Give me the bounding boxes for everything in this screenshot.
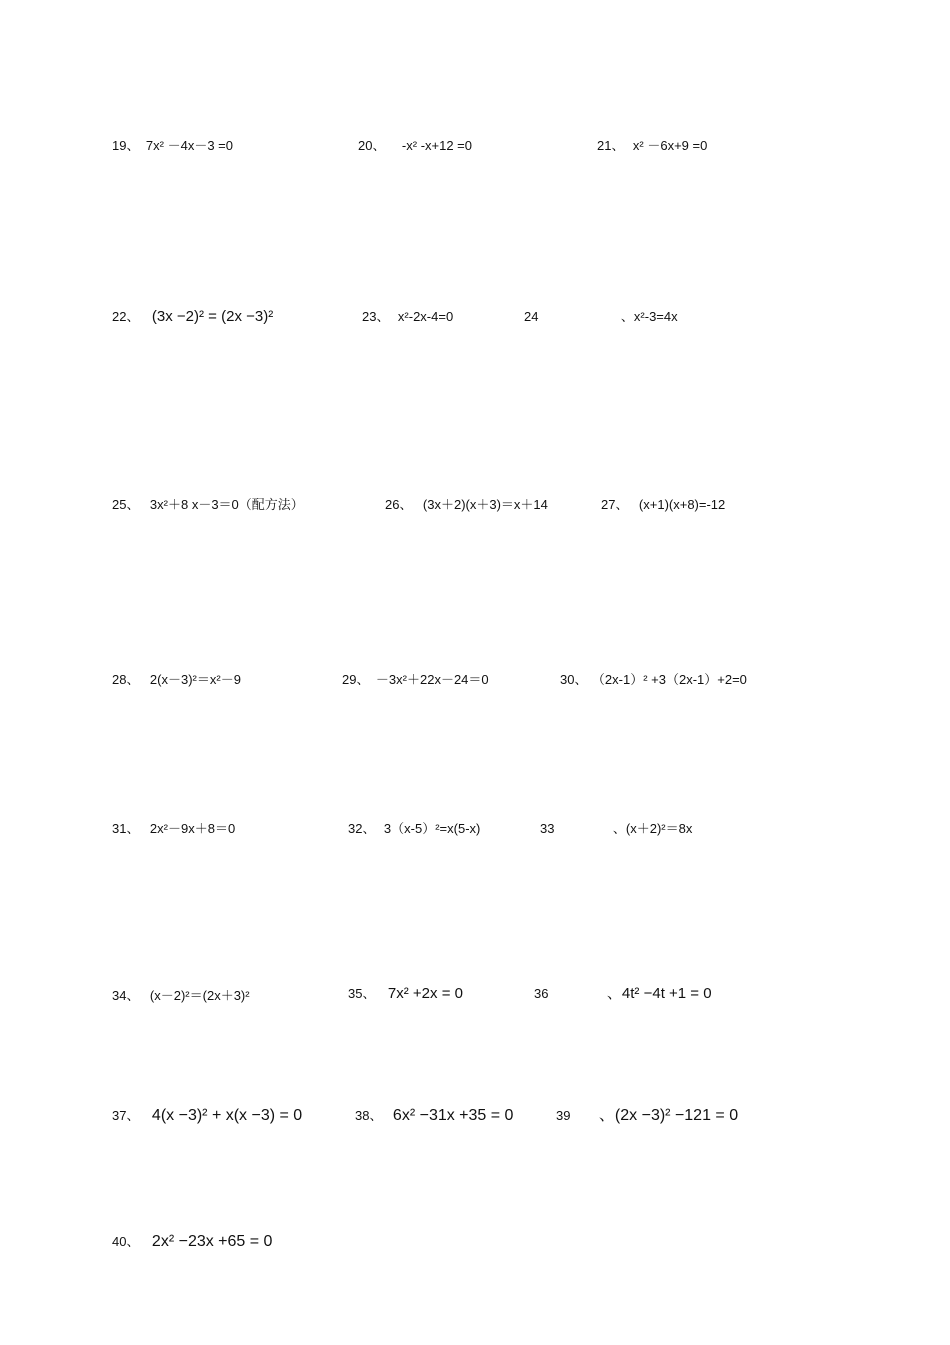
problem-37 — [112, 1108, 302, 1124]
problem-27 — [601, 497, 725, 513]
problem-number: 31、 — [112, 821, 140, 836]
problem-38 — [355, 1108, 513, 1124]
problem-28 — [112, 672, 241, 688]
problem-number: 23、 — [362, 309, 390, 324]
problem-number: 25、 — [112, 497, 140, 512]
problem-number: 30、 — [560, 672, 588, 687]
problem-39 — [556, 1108, 738, 1124]
problem-number: 20、 — [358, 138, 386, 153]
problem-number: 40、 — [112, 1234, 140, 1249]
problem-25 — [112, 497, 304, 513]
problem-36 — [534, 986, 712, 1002]
problem-equation: -x² -x+12 =0 — [401, 138, 473, 153]
problem-equation: x²-2x-4=0 — [397, 309, 454, 324]
problem-equation: 7x² +2x = 0 — [387, 985, 463, 1002]
problem-number: 28、 — [112, 672, 140, 687]
problem-number: 19、 — [112, 138, 140, 153]
problem-equation: 3（x-5）²=x(5-x) — [383, 821, 481, 836]
problem-number: 22、 — [112, 309, 140, 324]
problem-equation: 、x²-3=4x — [620, 309, 678, 324]
problem-40 — [112, 1234, 272, 1250]
problem-equation: 2(x－3)²＝x²－9 — [149, 672, 241, 687]
problem-number: 39 — [556, 1108, 571, 1123]
problem-equation: (x－2)²＝(2x＋3)² — [149, 988, 250, 1003]
problem-equation: 7x² －4x－3 =0 — [145, 138, 233, 153]
problem-number: 32、 — [348, 821, 376, 836]
problem-number: 29、 — [342, 672, 370, 687]
problem-number: 36 — [534, 986, 549, 1001]
problem-23 — [362, 309, 453, 325]
problem-equation: x² －6x+9 =0 — [632, 138, 708, 153]
problem-number: 37、 — [112, 1108, 140, 1123]
problem-29 — [342, 672, 489, 688]
problem-equation: 、(x＋2)²＝8x — [612, 821, 693, 836]
problem-20 — [358, 138, 472, 154]
problem-24 — [524, 309, 678, 325]
problem-number: 27、 — [601, 497, 629, 512]
problem-26 — [385, 497, 548, 513]
problem-31 — [112, 821, 235, 837]
problem-35 — [348, 986, 463, 1002]
problem-equation: (3x −2)² = (2x −3)² — [151, 308, 274, 325]
problem-number: 33 — [540, 821, 555, 836]
problem-34 — [112, 988, 250, 1004]
problem-equation: 2x² −23x +65 = 0 — [151, 1233, 273, 1250]
problem-21 — [597, 138, 707, 154]
problem-equation: (x+1)(x+8)=-12 — [638, 497, 726, 512]
problem-equation: 、(2x −3)² −121 = 0 — [598, 1107, 739, 1124]
problem-equation: 4(x −3)² + x(x −3) = 0 — [151, 1107, 303, 1124]
problem-number: 38、 — [355, 1108, 383, 1123]
problem-22 — [112, 309, 273, 325]
problem-number: 35、 — [348, 986, 376, 1001]
problem-number: 26、 — [385, 497, 413, 512]
problem-equation: 、4t² −4t +1 = 0 — [606, 985, 712, 1002]
problem-number: 34、 — [112, 988, 140, 1003]
problem-number: 24 — [524, 309, 539, 324]
problem-32 — [348, 821, 480, 837]
problem-33 — [540, 821, 692, 837]
problem-30 — [560, 672, 747, 688]
problem-19 — [112, 138, 233, 154]
problem-number: 21、 — [597, 138, 625, 153]
problem-equation: －3x²＋22x－24＝0 — [375, 672, 489, 687]
problem-equation: (3x＋2)(x＋3)＝x＋14 — [422, 497, 548, 512]
problem-equation: 2x²－9x＋8＝0 — [149, 821, 236, 836]
problem-equation: 3x²＋8 x－3＝0（配方法） — [149, 497, 304, 512]
problem-equation: （2x-1）² +3（2x-1）+2=0 — [591, 672, 747, 687]
problem-equation: 6x² −31x +35 = 0 — [392, 1107, 514, 1124]
